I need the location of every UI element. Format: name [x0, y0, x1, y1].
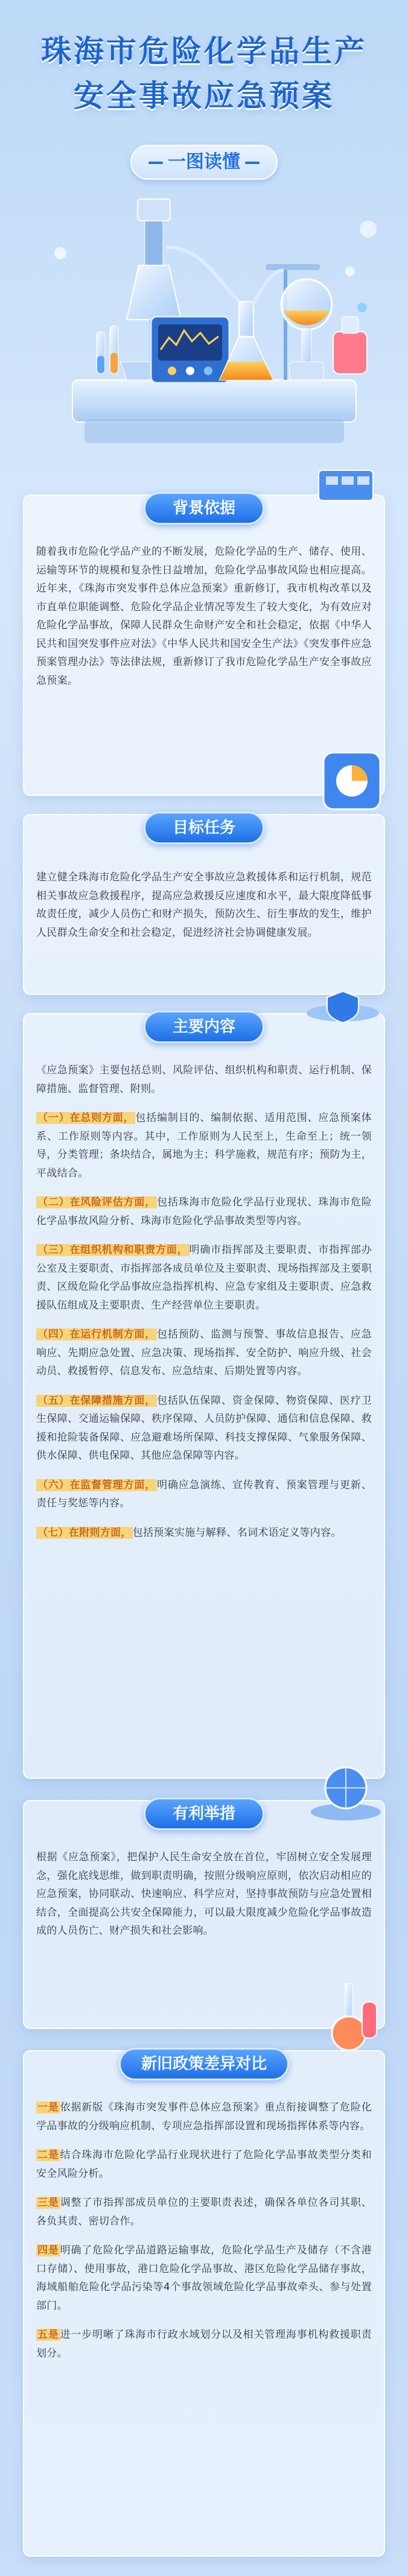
dash-right-icon — [245, 162, 260, 164]
section-title-badge: 背景依据 — [144, 492, 264, 525]
list-item-lead: （三）在组织机构和职责方面， — [37, 1244, 188, 1256]
building-icon — [313, 458, 385, 507]
list-item-text: 调整了市指挥部成员单位的主要职责表述，确保各单位各司其职、各负其责、密切合作。 — [36, 2197, 372, 2227]
list-item-lead: 三是 — [37, 2197, 59, 2209]
hero-header — [0, 0, 408, 519]
list-item — [36, 1524, 372, 1542]
content-body — [36, 1061, 372, 1553]
list-item-text: 明确应急演练、宣传教育、预案管理与更新、责任与奖惩等内容。 — [36, 1479, 372, 1509]
dropper-bottle-icon — [333, 303, 367, 374]
background-text: 随着我市危险化学品产业的不断发展，危险化学品的生产、储存、使用、运输等环节的规模和复杂性日益增加，危险化学品事故风险也相应提高。近年来，《珠海市突发事件总体应急预案》重新修订，我市机构改革以及市直单位职能调整、危险化学品企业情况等发生了较大变化，为有效应对危险化学品事故，保障人民群众生命财产安全和社会稳定，依据《中华人民共和国突发事件应对法》《中华人民共和国安全生产法》《突发事件应急预案管理办法》等法律法规，重新修订了我市危险化学品生产安全事故应急预案。 — [36, 546, 372, 687]
list-item-lead: （二）在风险评估方面， — [37, 1196, 156, 1208]
list-item — [36, 2098, 372, 2135]
list-item — [36, 2241, 372, 2315]
section-compare — [23, 2050, 385, 2557]
page-title-line2: 安全事故应急预案 — [74, 78, 334, 113]
section-title-badge: 新旧政策差异对比 — [119, 2048, 289, 2080]
list-item-text: 明确市指挥部及主要职责、市指挥部办公室及主要职责、市指挥部各成员单位及主要职责、现场指挥部及主要职责、区级危险化学品事故应急指挥机构、应急专家组及主要职责、应急救援队伍组成及主要职责、生产经营单位主要职责。 — [36, 1244, 372, 1312]
list-item — [36, 1476, 372, 1513]
page-title-line1: 珠海市危险化学品生产 — [41, 34, 367, 69]
shield-icon — [301, 989, 385, 1025]
list-item-text: 结合珠海市危险化学品行业现状进行了危险化学品事故类型分类和安全风险分析。 — [36, 2149, 372, 2180]
list-item-text: 包括编制目的、编制依据、适用范围、应急预案体系、工作原则等内容。其中，工作原则为人民至上，生命至上；统一领导，分类管理；条块结合，属地为主；科学施救，规范有序；预防为主，平战结合。 — [36, 1112, 372, 1179]
list-item — [36, 2146, 372, 2183]
content-intro: 《应急预案》主要包括总则、风险评估、组织机构和职责、运行机制、保障措施、监督管理、附则。 — [36, 1064, 372, 1095]
list-item — [36, 2194, 372, 2230]
list-item — [36, 1109, 372, 1182]
dash-left-icon — [148, 162, 163, 164]
goal-text: 建立健全珠海市危险化学品生产安全事故应急救援体系和运行机制，规范相关事故应急救援程序，提高应急救援反应速度和水平，最大限度降低事故责任度，减少人员伤亡和财产损失，预防次生、衍生事故的发生，维护人民群众生命安全和社会稳定，促进经济社会协调健康发展。 — [36, 871, 372, 939]
list-item-lead: （五）在保障措施方面， — [37, 1394, 156, 1407]
list-item-lead: （六）在监督管理方面， — [37, 1479, 156, 1491]
compare-items — [36, 2098, 372, 2373]
list-item-lead: 一是 — [37, 2101, 59, 2114]
list-item-text: 进一步明晰了珠海市行政水域划分以及相关管理海事机构救援职责划分。 — [36, 2329, 372, 2360]
section-title-badge: 目标任务 — [144, 812, 264, 844]
list-item-lead: 五是 — [37, 2329, 59, 2341]
beaker-icon — [266, 264, 332, 380]
monitor-icon — [151, 317, 229, 383]
list-item-lead: 二是 — [37, 2149, 59, 2161]
list-item-lead: （四）在运行机制方面， — [37, 1328, 156, 1340]
clipboard-icon — [325, 1978, 385, 2056]
subtitle-text: 一图读懂 — [168, 151, 240, 172]
list-item-lead: （一）在总则方面， — [37, 1112, 135, 1124]
list-item-text: 明确了危险化学品道路运输事故，危险化学品生产及储存（不含港口存储）、使用事故，港口危险化学品事故、港区危险化学品储存事故，海域船舶危险化学品污染等4个事故领域危险化学品事故牵头、参与处置部门。 — [36, 2244, 372, 2312]
section-goal — [23, 814, 385, 995]
section-content — [23, 1013, 385, 1779]
subtitle-pill — [130, 145, 278, 180]
pipe-icon — [166, 247, 239, 301]
list-item-lead: 四是 — [37, 2244, 59, 2256]
list-item — [36, 1325, 372, 1381]
chart-icon — [319, 748, 385, 814]
list-item-text: 依据新版《珠海市突发事件总体应急预案》重点衔接调整了危险化学品事故的分级响应机制、专项应急指挥部设置和现场指挥体系等内容。 — [36, 2101, 372, 2132]
platform-icon — [72, 380, 356, 443]
list-item — [36, 1241, 372, 1315]
list-item-text: 包括预防、监测与预警、事故信息报告、应急响应、先期应急处置、应急决策、现场指挥、安全防护、响应升级、社会动员、救援暂停、信息发布、应急结束、后期处置等内容。 — [36, 1328, 372, 1377]
section-title-badge: 主要内容 — [144, 1011, 264, 1043]
measures-text: 根据《应急预案》，把保护人民生命安全放在首位，牢固树立安全发展理念，强化底线思维，做到职责明确，按照分级响应原则，依次启动相应的应急预案，协同联动、快速响应、科学应对，坚持事故预防与应急处置相结合，全面提高公共安全保障能力，可以最大限度减少危险化学品事故造成的人员伤亡、财产损失和社会影响。 — [36, 1851, 372, 1937]
list-item-text: 包括预案实施与解释、名词术语定义等内容。 — [132, 1526, 342, 1539]
list-item — [36, 2326, 372, 2363]
list-item-lead: （七）在附则方面， — [37, 1526, 132, 1539]
test-tube-icon — [97, 326, 118, 374]
globe-icon — [307, 1758, 385, 1824]
list-item-text: 包括队伍保障、资金保障、物资保障、医疗卫生保障、交通运输保障、秩序保障、人员防护保障、通信和信息保障、救援和抢险装备保障、应急避难场所保障、科技支撑保障、气象服务保障、供水保障、供电保障、其他应急保障等内容。 — [36, 1394, 372, 1462]
content-items — [36, 1109, 372, 1542]
list-item — [36, 1193, 372, 1230]
section-title-badge: 有利举措 — [144, 1798, 264, 1830]
list-item — [36, 1392, 372, 1465]
list-item-text: 包括珠海市危险化学品行业现状、珠海市危险化学品事故风险分析、珠海市危险化学品事故类型等内容。 — [36, 1196, 372, 1227]
